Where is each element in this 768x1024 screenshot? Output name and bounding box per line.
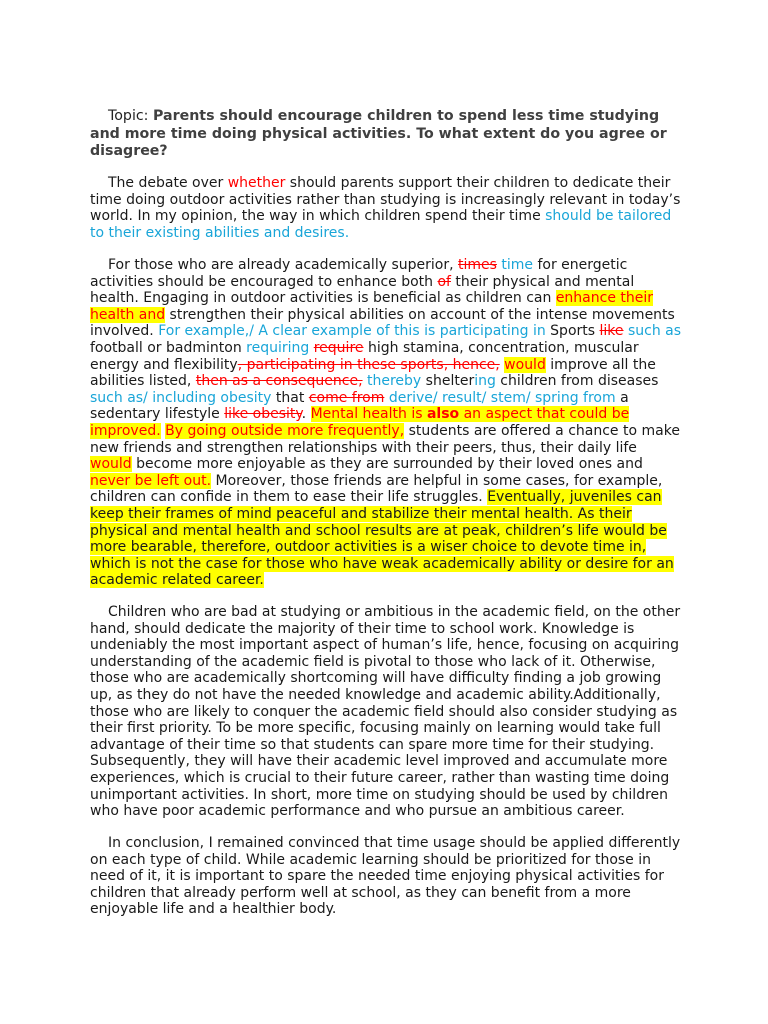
essay-topic bbox=[90, 108, 682, 161]
deleted-text: like obesity bbox=[224, 406, 302, 423]
text-run: . bbox=[301, 406, 311, 423]
body-paragraph-2 bbox=[90, 604, 682, 820]
suggested-text: such as bbox=[627, 323, 682, 340]
suggested-text: requiring bbox=[246, 339, 310, 356]
highlighted-text: Eventually, juveniles can keep their frames of mind peaceful and stabilize their mental health. As their physical and mental health and school results are at peak, children’s life would be more bearable, therefore, outdoor activities is a wiser choice to devote time in, which is not the case for those who have weak academically ability or desire for an academic related career. bbox=[90, 489, 674, 589]
text-run: their physical and mental health. Engaging in outdoor activities is beneficial as children can bbox=[90, 273, 635, 307]
deleted-text: like bbox=[599, 323, 624, 340]
text-run: strengthen their physical abilities on account of the intense movements involved. bbox=[90, 306, 675, 340]
text-run: should parents support their children to dedicate their time doing outdoor activities rather than studying is increasingly relevant in today’s world. In my opinion, the way in which children spend their time bbox=[90, 175, 681, 225]
suggested-text: derive/ result/ stem/ spring from bbox=[388, 389, 616, 406]
topic-label: Topic: bbox=[108, 108, 153, 124]
text-run: Moreover, those friends are helpful in some cases, for example, children can confide in them to ease their life struggles. bbox=[90, 472, 663, 506]
body-paragraph-1 bbox=[90, 257, 682, 589]
suggested-text: For example,/ A clear example of this is participating in bbox=[158, 323, 546, 340]
text-run: students are offered a chance to make new friends and strengthen relationships with their peers, thus, their daily life bbox=[90, 422, 680, 456]
highlighted-text: would bbox=[90, 456, 132, 473]
text-run: Sports bbox=[545, 323, 600, 340]
intro-paragraph bbox=[90, 175, 682, 241]
deleted-text: times bbox=[457, 257, 497, 273]
highlighted-text: also bbox=[426, 406, 460, 423]
suggested-text: time bbox=[501, 257, 534, 273]
highlighted-text: an aspect that could be improved. bbox=[90, 406, 630, 439]
deleted-text: then as a consequence, bbox=[195, 373, 363, 390]
deleted-text: require bbox=[313, 339, 364, 356]
highlighted-text: would bbox=[504, 356, 546, 373]
deleted-text: , participating in these sports, hence, bbox=[237, 356, 500, 373]
topic-title: Parents should encourage children to spend less time studying and more time doing physical activities. To what extent do you agree or disagree? bbox=[90, 108, 667, 159]
text-run: become more enjoyable as they are surrounded by their loved ones and bbox=[131, 456, 643, 473]
suggested-text: should be tailored to their existing abilities and desires. bbox=[90, 208, 672, 241]
text-run: that bbox=[271, 389, 309, 406]
text-run: for energetic activities should be encouraged to enhance both bbox=[90, 257, 628, 290]
text-run: a sedentary lifestyle bbox=[90, 389, 629, 423]
text-run: In conclusion, I remained convinced that time usage should be applied differently on each type of child. While academic learning should be prioritized for those in need of it, it is important to spare the needed time enjoying physical activities for children that already perform well at school, as they can benefit from a more enjoyable life and a healthier body. bbox=[90, 835, 681, 918]
text-run: For those who are already academically superior, bbox=[108, 257, 458, 273]
deleted-text: come from bbox=[308, 389, 385, 406]
text-run: shelter bbox=[421, 373, 475, 390]
text-run: football or badminton bbox=[90, 339, 247, 356]
text-run: children from diseases bbox=[495, 373, 659, 390]
suggested-text: such as/ including obesity bbox=[90, 389, 272, 406]
highlighted-text: By going outside more frequently, bbox=[165, 422, 405, 439]
highlighted-text: never be left out. bbox=[90, 472, 212, 489]
suggested-text: thereby bbox=[367, 373, 422, 390]
text-run: Children who are bad at studying or ambitious in the academic field, on the other hand, should dedicate the majority of their time to school work. Knowledge is undeniably the most important aspect of human’s life, hence, focusing on acquiring understanding of the academic field is pivotal to those who lack of it. Otherwise, those who are academically shortcoming will have difficulty finding a job growing up, as they do not have the needed knowledge and academic ability.Additionally, those who are likely to conquer the academic field should also consider studying as their first priority. To be more specific, focusing mainly on learning would take full advantage of their time so that students can spare more time for their studying. Subsequently, they will have their academic level improved and accumulate more experiences, which is crucial to their future career, rather than wasting time doing unimportant activities. In short, more time on studying should be used by children who have poor academic performance and who pursue an ambitious career. bbox=[90, 604, 681, 820]
highlighted-text: Mental health is bbox=[310, 406, 427, 423]
suggested-text: ing bbox=[474, 373, 496, 390]
conclusion-paragraph bbox=[90, 835, 682, 918]
deleted-text: of bbox=[437, 273, 451, 290]
highlighted-text: enhance their health and bbox=[90, 290, 654, 323]
text-run: improve all the abilities listed, bbox=[90, 356, 656, 390]
text-run: high stamina, concentration, muscular energy and flexibility bbox=[90, 339, 639, 373]
corrected-text: whether bbox=[227, 175, 286, 191]
text-run: The debate over bbox=[108, 175, 228, 191]
